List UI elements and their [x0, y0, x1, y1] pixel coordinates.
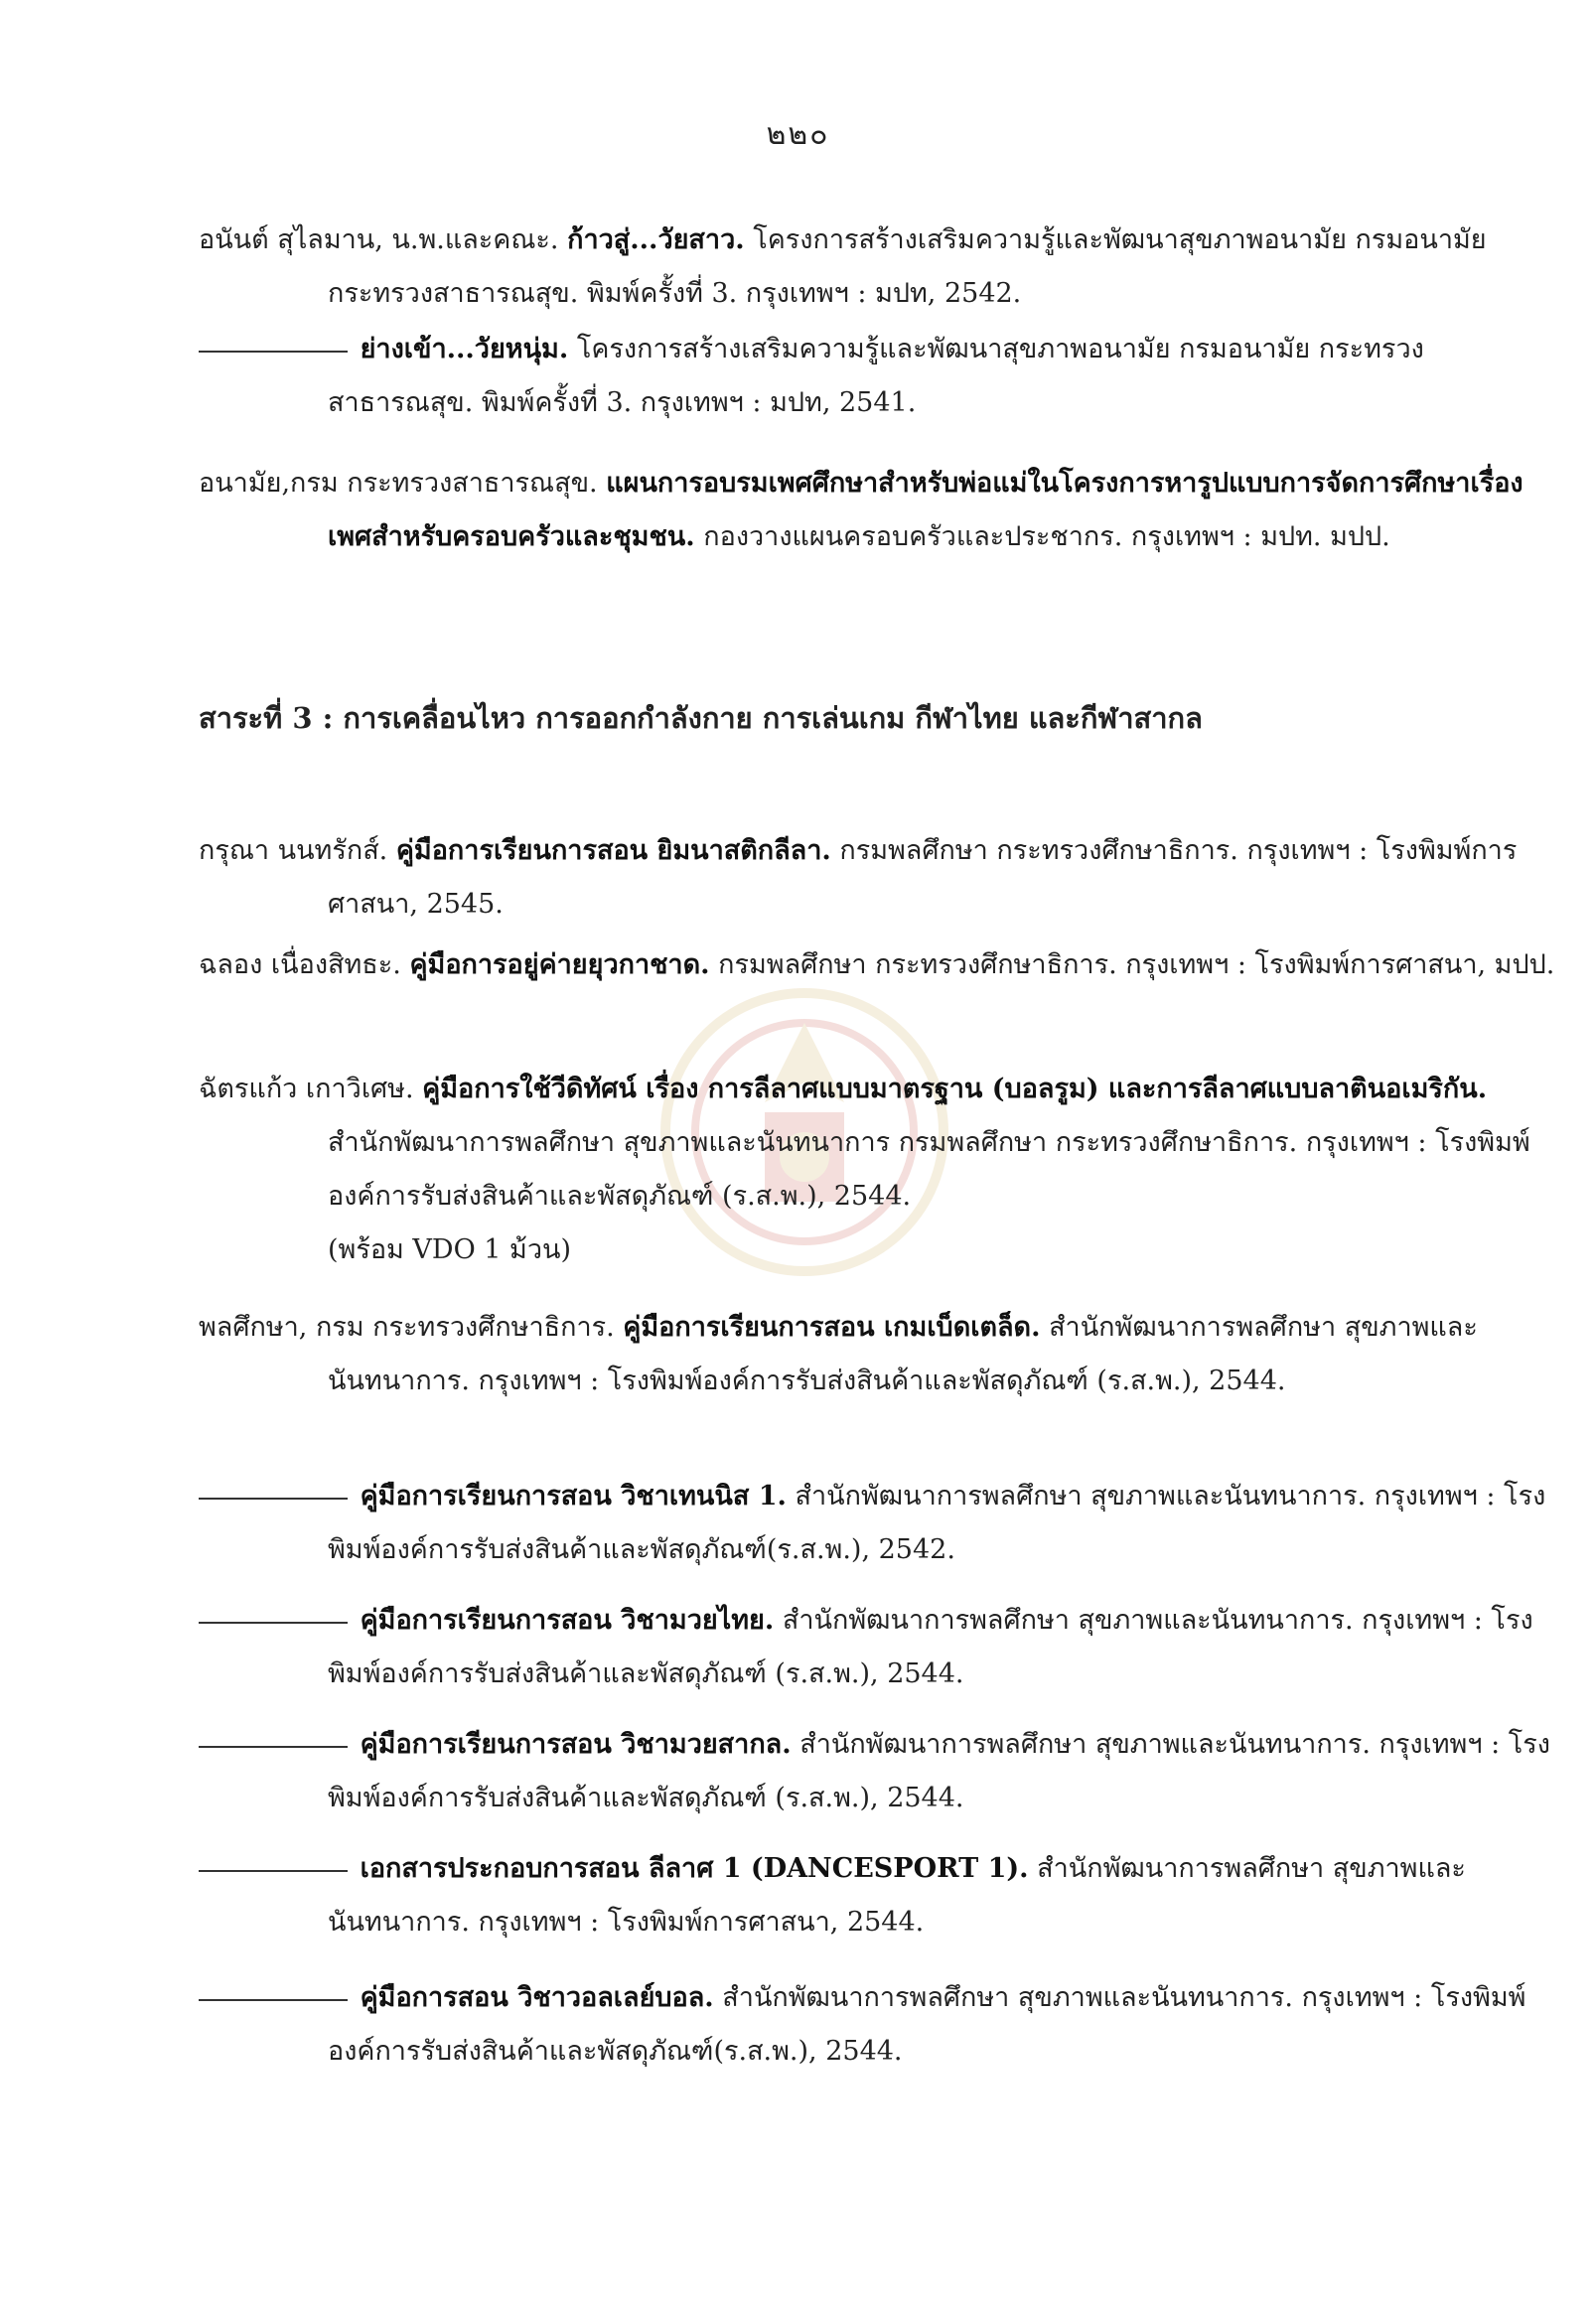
- repeat-author-line: [199, 1997, 348, 2001]
- reference-entry: [199, 214, 1559, 321]
- reference-entry: [199, 1470, 1559, 1577]
- reference-entry: [199, 1594, 1559, 1701]
- repeat-author-line: [199, 1744, 348, 1748]
- reference-details: สำนักพัฒนาการพลศึกษา สุขภาพและนันทนาการ กรมพลศึกษา กระทรวงศึกษาธิการ. กรุงเทพฯ : โรงพิมพ์องค์การรับส่งสินค้าและพัสดุภัณฑ์ (ร.ส.พ.), 2544.: [328, 1127, 1530, 1212]
- reference-details: โครงการสร้างเสริมความรู้และพัฒนาสุขภาพอนามัย กรมอนามัย กระทรวงสาธารณสุข. พิมพ์ครั้งที่ 3. กรุงเทพฯ : มปท, 2541.: [328, 334, 1424, 418]
- reference-title: คู่มือการเรียนการสอน วิชาเทนนิส 1.: [360, 1481, 787, 1511]
- reference-author: พลศึกษา, กรม กระทรวงศึกษาธิการ.: [199, 1312, 615, 1343]
- reference-details: กองวางแผนครอบครัวและประชากร. กรุงเทพฯ : มปท. มปป.: [703, 521, 1390, 552]
- reference-author: ฉัตรแก้ว เกาวิเศษ.: [199, 1074, 414, 1104]
- reference-details: สำนักพัฒนาการพลศึกษา สุขภาพและนันทนาการ. กรุงเทพฯ : โรงพิมพ์องค์การรับส่งสินค้าและพัสดุภัณฑ์ (ร.ส.พ.), 2544.: [328, 1605, 1533, 1689]
- page-number: ๒๒๐: [766, 117, 830, 152]
- repeat-author-line: [199, 1620, 348, 1624]
- reference-title: คู่มือการเรียนการสอน ยิมนาสติกลีลา.: [395, 835, 831, 866]
- repeat-author-line: [199, 1868, 348, 1872]
- reference-details: โครงการสร้างเสริมความรู้และพัฒนาสุขภาพอนามัย กรมอนามัย กระทรวงสาธารณสุข. พิมพ์ครั้งที่ 3. กรุงเทพฯ : มปท, 2542.: [328, 224, 1487, 309]
- reference-title: แผนการอบรมเพศศึกษาสำหรับพ่อแม่ในโครงการหารูปแบบการจัดการศึกษาเรื่องเพศสำหรับครอบครัวและชุมชน.: [328, 468, 1523, 552]
- reference-title: คู่มือการอยู่ค่ายยุวกาชาด.: [409, 949, 710, 980]
- reference-details: กรมพลศึกษา กระทรวงศึกษาธิการ. กรุงเทพฯ : โรงพิมพ์การศาสนา, มปป.: [718, 949, 1555, 980]
- reference-entry: [199, 457, 1559, 564]
- reference-entry: [199, 323, 1559, 430]
- reference-details: สำนักพัฒนาการพลศึกษา สุขภาพและนันทนาการ. กรุงเทพฯ : โรงพิมพ์องค์การรับส่งสินค้าและพัสดุภัณฑ์ (ร.ส.พ.), 2544.: [328, 1729, 1550, 1813]
- reference-entry: [199, 1718, 1559, 1825]
- reference-title: คู่มือการเรียนการสอน วิชามวยไทย.: [360, 1605, 775, 1636]
- reference-author: อนามัย,กรม กระทรวงสาธารณสุข.: [199, 468, 598, 499]
- reference-author: กรุณา นนทรักส์.: [199, 835, 388, 866]
- reference-entry: [199, 1301, 1559, 1408]
- reference-author: อนันต์ สุไลมาน, น.พ.และคณะ.: [199, 224, 559, 255]
- reference-entry: [199, 1971, 1559, 2079]
- reference-author: ฉลอง เนื่องสิทธะ.: [199, 949, 401, 980]
- reference-details: สำนักพัฒนาการพลศึกษา สุขภาพและนันทนาการ. กรุงเทพฯ : โรงพิมพ์การศาสนา, 2544.: [328, 1853, 1466, 1938]
- reference-entry: [199, 1842, 1559, 1949]
- reference-title: ย่างเข้า...วัยหนุ่ม.: [360, 334, 569, 364]
- reference-title: คู่มือการใช้วีดิทัศน์ เรื่อง การลีลาศแบบมาตรฐาน (บอลรูม) และการลีลาศแบบลาตินอเมริกัน.: [422, 1074, 1488, 1104]
- reference-details: สำนักพัฒนาการพลศึกษา สุขภาพและนันทนาการ. กรุงเทพฯ : โรงพิมพ์องค์การรับส่งสินค้าและพัสดุภัณฑ์(ร.ส.พ.), 2542.: [328, 1481, 1546, 1565]
- repeat-author-line: [199, 1496, 348, 1500]
- reference-entry: [199, 1063, 1559, 1277]
- reference-title: คู่มือการเรียนการสอน วิชามวยสากล.: [360, 1729, 792, 1760]
- section-heading: สาระที่ 3 : การเคลื่อนไหว การออกกำลังกาย การเล่นเกม กีฬาไทย และกีฬาสากล: [199, 701, 1203, 735]
- reference-title: เอกสารประกอบการสอน ลีลาศ 1 (DANCESPORT 1).: [360, 1853, 1029, 1884]
- reference-entry: [199, 824, 1559, 932]
- reference-details: กรมพลศึกษา กระทรวงศึกษาธิการ. กรุงเทพฯ : โรงพิมพ์การศาสนา, 2545.: [328, 835, 1518, 920]
- reference-details: สำนักพัฒนาการพลศึกษา สุขภาพและนันทนาการ. กรุงเทพฯ : โรงพิมพ์องค์การรับส่งสินค้าและพัสดุภัณฑ์ (ร.ส.พ.), 2544.: [328, 1312, 1478, 1396]
- reference-note: (พร้อม VDO 1 ม้วน): [328, 1234, 572, 1265]
- reference-title: ก้าวสู่...วัยสาว.: [567, 224, 745, 255]
- reference-title: คู่มือการสอน วิชาวอลเลย์บอล.: [360, 1982, 714, 2013]
- repeat-author-line: [199, 349, 348, 353]
- reference-details: สำนักพัฒนาการพลศึกษา สุขภาพและนันทนาการ. กรุงเทพฯ : โรงพิมพ์องค์การรับส่งสินค้าและพัสดุภัณฑ์(ร.ส.พ.), 2544.: [328, 1982, 1526, 2067]
- reference-entry: [199, 938, 1559, 992]
- reference-title: คู่มือการเรียนการสอน เกมเบ็ดเตล็ด.: [623, 1312, 1041, 1343]
